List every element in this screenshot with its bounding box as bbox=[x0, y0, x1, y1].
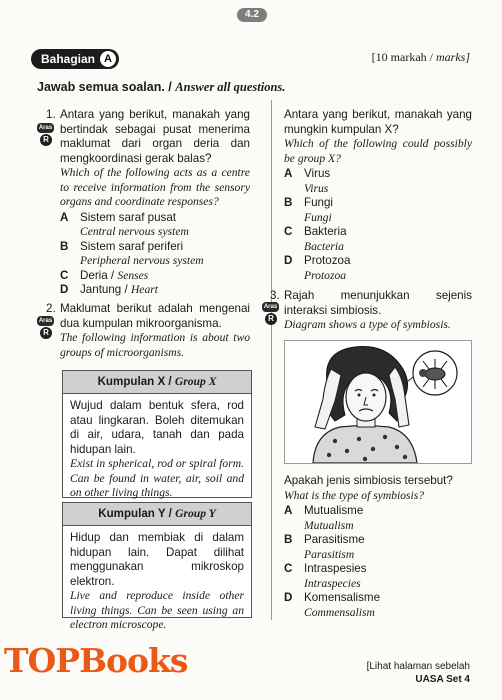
marks-label bbox=[372, 50, 470, 65]
option-text: Sistem saraf periferi bbox=[80, 239, 184, 253]
aras-level: R bbox=[40, 327, 52, 339]
question-2-question: Antara yang berikut, manakah yang mungkin kumpulan X? bbox=[284, 108, 472, 136]
aras-label: Aras bbox=[263, 304, 278, 310]
aras-label: Aras bbox=[38, 318, 53, 324]
option-text: Komensalisme bbox=[304, 591, 381, 604]
option-letter: D bbox=[60, 283, 69, 296]
group-x-text: Wujud dalam bentuk sfera, rod atau lingkaran. Boleh ditemukan di air, udara, tanah dan pada hidupan lain. bbox=[70, 399, 244, 456]
group-y-translation: Live and reproduce inside other living things. Can be seen using an electron microscope. bbox=[70, 589, 244, 631]
section-label bbox=[31, 49, 119, 69]
option-letter: B bbox=[284, 533, 293, 546]
q3-option-b[interactable] bbox=[284, 533, 472, 562]
group-x-translation: Exist in spherical, rod or spiral form. Can be found in water, air, soil and on other living things. bbox=[70, 457, 244, 499]
question-2 bbox=[60, 302, 250, 360]
option-translation: Intraspecies bbox=[304, 576, 361, 590]
option-text: Parasitisme bbox=[304, 533, 365, 546]
q1-option-a[interactable] bbox=[60, 211, 250, 240]
group-y-body bbox=[63, 526, 251, 638]
option-translation: Central nervous system bbox=[80, 225, 189, 238]
option-translation: Parasitism bbox=[304, 547, 355, 561]
q3-option-c[interactable] bbox=[284, 562, 472, 591]
question-1-number: 1. bbox=[46, 108, 56, 121]
group-y-title-malay: Kumpulan Y / bbox=[98, 507, 172, 520]
next-page-note: [Lihat halaman sebelah bbox=[366, 661, 470, 672]
aras-badge-q1 bbox=[37, 123, 54, 146]
question-2-continued bbox=[284, 108, 472, 283]
option-translation: Bacteria bbox=[304, 239, 344, 253]
group-x-title-english: Group X bbox=[174, 375, 217, 388]
q1-option-d[interactable] bbox=[60, 283, 250, 298]
question-3-number: 3. bbox=[270, 289, 280, 302]
option-translation: Protozoa bbox=[304, 268, 347, 282]
option-text: Bakteria bbox=[304, 225, 347, 238]
option-letter: A bbox=[284, 167, 293, 180]
option-letter: A bbox=[60, 210, 69, 224]
option-letter: B bbox=[60, 239, 69, 253]
q3-option-a[interactable] bbox=[284, 504, 472, 533]
option-text: Mutualisme bbox=[304, 504, 364, 517]
group-x-title bbox=[63, 371, 251, 394]
q2-option-d[interactable] bbox=[284, 254, 472, 283]
option-translation: Virus bbox=[304, 181, 329, 195]
paper-set-label: UASA Set 4 bbox=[415, 674, 470, 685]
question-2-text: Maklumat berikut adalah mengenai dua kumpulan mikroorganisma. bbox=[60, 302, 250, 330]
page-footer bbox=[367, 660, 470, 686]
aras-label: Aras bbox=[38, 125, 53, 131]
q1-option-c[interactable] bbox=[60, 269, 250, 284]
column-divider bbox=[271, 100, 272, 620]
group-x-box bbox=[62, 370, 252, 498]
option-text: Protozoa bbox=[304, 254, 351, 267]
aras-badge-q3 bbox=[262, 302, 279, 325]
group-x-body bbox=[63, 394, 251, 506]
question-1-translation: Which of the following acts as a centre to receive information from the sensory organs and coordinate responses? bbox=[60, 166, 250, 208]
option-text: Virus bbox=[304, 167, 331, 180]
question-3-translation: Diagram shows a type of symbiosis. bbox=[284, 318, 451, 331]
question-3-text: Rajah menunjukkan sejenis interaksi simbiosis. bbox=[284, 289, 472, 317]
option-text: Deria / bbox=[80, 268, 115, 282]
q1-option-b[interactable] bbox=[60, 240, 250, 269]
question-2-translation: The following information is about two groups of microorganisms. bbox=[60, 331, 250, 359]
option-letter: C bbox=[60, 268, 69, 282]
option-text: Sistem saraf pusat bbox=[80, 210, 177, 224]
topbooks-logo bbox=[4, 641, 187, 680]
woman-with-lice-illustration bbox=[285, 341, 471, 463]
aras-level: R bbox=[40, 134, 52, 146]
group-x-title-malay: Kumpulan X / bbox=[97, 375, 172, 388]
symbiosis-diagram bbox=[284, 340, 472, 464]
group-y-title bbox=[63, 503, 251, 526]
option-letter: D bbox=[284, 591, 293, 604]
option-letter: C bbox=[284, 225, 293, 238]
option-translation: Mutualism bbox=[304, 518, 354, 532]
group-y-text: Hidup dan membiak di dalam hidupan lain. Dapat dilihat menggunakan mikroskop elektron. bbox=[70, 531, 244, 588]
logo-books: Books bbox=[79, 641, 188, 680]
marks-malay: [10 markah / bbox=[371, 50, 433, 64]
instruction bbox=[37, 80, 285, 95]
q2-option-a[interactable] bbox=[284, 167, 472, 196]
option-letter: A bbox=[284, 504, 293, 517]
option-translation: Senses bbox=[117, 268, 149, 282]
logo-top: TOP bbox=[4, 641, 80, 680]
marks-english: marks] bbox=[435, 50, 470, 64]
section-title: Bahagian bbox=[41, 52, 96, 66]
instruction-english: Answer all questions. bbox=[175, 80, 286, 94]
option-translation: Peripheral nervous system bbox=[80, 254, 204, 267]
section-letter: A bbox=[100, 51, 116, 67]
question-3-continued bbox=[284, 474, 472, 620]
q2-option-c[interactable] bbox=[284, 225, 472, 254]
option-text: Jantung / bbox=[80, 283, 128, 296]
question-2-number: 2. bbox=[46, 302, 56, 315]
question-3-question-translation: What is the type of symbiosis? bbox=[284, 488, 425, 502]
option-text: Intraspesies bbox=[304, 562, 367, 575]
option-text: Fungi bbox=[304, 196, 334, 209]
aras-badge-q2 bbox=[37, 316, 54, 339]
page-number: 4.2 bbox=[237, 8, 267, 22]
option-letter: C bbox=[284, 562, 293, 575]
option-letter: D bbox=[284, 254, 293, 267]
question-3-question: Apakah jenis simbiosis tersebut? bbox=[284, 474, 453, 487]
q2-option-b[interactable] bbox=[284, 196, 472, 225]
q3-option-d[interactable] bbox=[284, 591, 472, 620]
option-letter: B bbox=[284, 196, 293, 209]
group-y-box bbox=[62, 502, 252, 631]
aras-level: R bbox=[265, 313, 277, 325]
question-1-text: Antara yang berikut, manakah yang bertindak sebagai pusat menerima maklumat dari organ deria dan mengkoordinasi gerak balas? bbox=[60, 108, 250, 165]
option-translation: Commensalism bbox=[304, 605, 375, 619]
option-translation: Fungi bbox=[304, 210, 332, 224]
question-3 bbox=[284, 289, 472, 333]
question-2-question-translation: Which of the following could possibly be group X? bbox=[284, 137, 472, 165]
instruction-malay: Jawab semua soalan. / bbox=[37, 80, 172, 94]
question-1 bbox=[60, 108, 250, 298]
group-y-title-english: Group Y bbox=[175, 507, 216, 520]
option-translation: Heart bbox=[130, 283, 158, 296]
